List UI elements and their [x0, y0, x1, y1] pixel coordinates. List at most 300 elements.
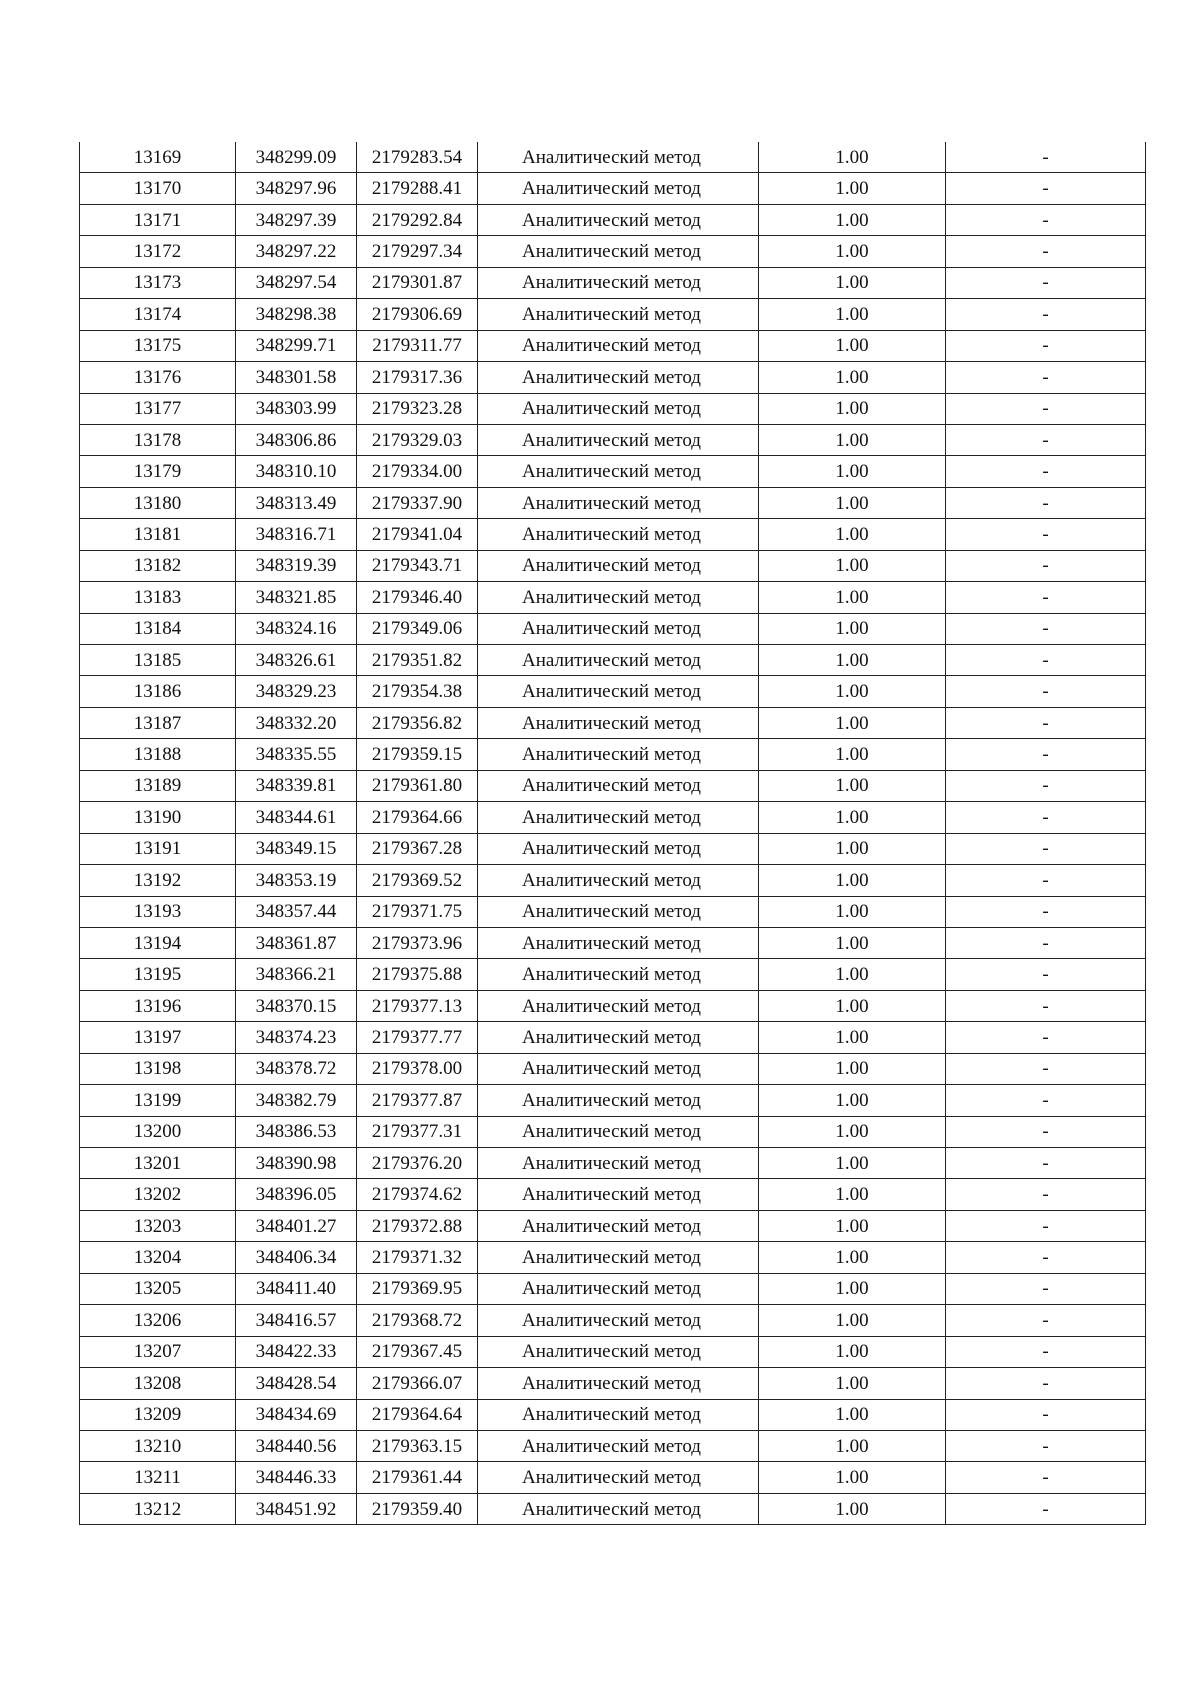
method-cell: Аналитический метод — [478, 330, 759, 361]
point-number-cell: 13180 — [80, 487, 236, 518]
table-row — [80, 645, 1146, 676]
description-cell: - — [946, 236, 1146, 267]
point-number-cell: 13199 — [80, 1085, 236, 1116]
y-coordinate-cell: 2179377.77 — [357, 1022, 478, 1053]
x-coordinate-cell: 348299.71 — [236, 330, 357, 361]
description-cell: - — [946, 1305, 1146, 1336]
coordinates-table — [79, 142, 1146, 1525]
x-coordinate-cell: 348349.15 — [236, 833, 357, 864]
description-cell: - — [946, 142, 1146, 173]
method-cell: Аналитический метод — [478, 236, 759, 267]
y-coordinate-cell: 2179311.77 — [357, 330, 478, 361]
method-cell: Аналитический метод — [478, 299, 759, 330]
point-number-cell: 13206 — [80, 1305, 236, 1336]
accuracy-cell: 1.00 — [759, 330, 946, 361]
x-coordinate-cell: 348366.21 — [236, 959, 357, 990]
point-number-cell: 13172 — [80, 236, 236, 267]
point-number-cell: 13192 — [80, 865, 236, 896]
method-cell: Аналитический метод — [478, 173, 759, 204]
coordinates-table-body — [80, 142, 1146, 1525]
x-coordinate-cell: 348332.20 — [236, 707, 357, 738]
x-coordinate-cell: 348451.92 — [236, 1493, 357, 1524]
table-row — [80, 582, 1146, 613]
x-coordinate-cell: 348440.56 — [236, 1430, 357, 1461]
method-cell: Аналитический метод — [478, 1462, 759, 1493]
table-row — [80, 1085, 1146, 1116]
y-coordinate-cell: 2179377.13 — [357, 990, 478, 1021]
accuracy-cell: 1.00 — [759, 173, 946, 204]
accuracy-cell: 1.00 — [759, 1430, 946, 1461]
description-cell: - — [946, 676, 1146, 707]
y-coordinate-cell: 2179369.52 — [357, 865, 478, 896]
x-coordinate-cell: 348329.23 — [236, 676, 357, 707]
description-cell: - — [946, 1273, 1146, 1304]
description-cell: - — [946, 1085, 1146, 1116]
method-cell: Аналитический метод — [478, 990, 759, 1021]
accuracy-cell: 1.00 — [759, 959, 946, 990]
accuracy-cell: 1.00 — [759, 1148, 946, 1179]
y-coordinate-cell: 2179371.75 — [357, 896, 478, 927]
y-coordinate-cell: 2179317.36 — [357, 362, 478, 393]
x-coordinate-cell: 348313.49 — [236, 487, 357, 518]
description-cell: - — [946, 959, 1146, 990]
method-cell: Аналитический метод — [478, 456, 759, 487]
x-coordinate-cell: 348422.33 — [236, 1336, 357, 1367]
table-row — [80, 519, 1146, 550]
table-row — [80, 1242, 1146, 1273]
description-cell: - — [946, 362, 1146, 393]
point-number-cell: 13193 — [80, 896, 236, 927]
table-row — [80, 424, 1146, 455]
method-cell: Аналитический метод — [478, 1493, 759, 1524]
accuracy-cell: 1.00 — [759, 1085, 946, 1116]
method-cell: Аналитический метод — [478, 1273, 759, 1304]
accuracy-cell: 1.00 — [759, 142, 946, 173]
x-coordinate-cell: 348339.81 — [236, 770, 357, 801]
accuracy-cell: 1.00 — [759, 1399, 946, 1430]
method-cell: Аналитический метод — [478, 142, 759, 173]
y-coordinate-cell: 2179375.88 — [357, 959, 478, 990]
point-number-cell: 13195 — [80, 959, 236, 990]
table-row — [80, 927, 1146, 958]
point-number-cell: 13211 — [80, 1462, 236, 1493]
method-cell: Аналитический метод — [478, 959, 759, 990]
accuracy-cell: 1.00 — [759, 1493, 946, 1524]
table-row — [80, 456, 1146, 487]
y-coordinate-cell: 2179361.80 — [357, 770, 478, 801]
accuracy-cell: 1.00 — [759, 204, 946, 235]
method-cell: Аналитический метод — [478, 1116, 759, 1147]
description-cell: - — [946, 613, 1146, 644]
y-coordinate-cell: 2179361.44 — [357, 1462, 478, 1493]
accuracy-cell: 1.00 — [759, 833, 946, 864]
accuracy-cell: 1.00 — [759, 1273, 946, 1304]
method-cell: Аналитический метод — [478, 1336, 759, 1367]
table-row — [80, 1210, 1146, 1241]
point-number-cell: 13202 — [80, 1179, 236, 1210]
method-cell: Аналитический метод — [478, 927, 759, 958]
method-cell: Аналитический метод — [478, 362, 759, 393]
method-cell: Аналитический метод — [478, 550, 759, 581]
x-coordinate-cell: 348382.79 — [236, 1085, 357, 1116]
y-coordinate-cell: 2179346.40 — [357, 582, 478, 613]
y-coordinate-cell: 2179359.40 — [357, 1493, 478, 1524]
x-coordinate-cell: 348301.58 — [236, 362, 357, 393]
method-cell: Аналитический метод — [478, 487, 759, 518]
point-number-cell: 13178 — [80, 424, 236, 455]
point-number-cell: 13188 — [80, 739, 236, 770]
point-number-cell: 13184 — [80, 613, 236, 644]
y-coordinate-cell: 2179369.95 — [357, 1273, 478, 1304]
point-number-cell: 13185 — [80, 645, 236, 676]
y-coordinate-cell: 2179306.69 — [357, 299, 478, 330]
description-cell: - — [946, 1210, 1146, 1241]
point-number-cell: 13170 — [80, 173, 236, 204]
method-cell: Аналитический метод — [478, 1430, 759, 1461]
method-cell: Аналитический метод — [478, 1368, 759, 1399]
y-coordinate-cell: 2179359.15 — [357, 739, 478, 770]
x-coordinate-cell: 348319.39 — [236, 550, 357, 581]
accuracy-cell: 1.00 — [759, 393, 946, 424]
table-row — [80, 959, 1146, 990]
method-cell: Аналитический метод — [478, 896, 759, 927]
y-coordinate-cell: 2179292.84 — [357, 204, 478, 235]
x-coordinate-cell: 348310.10 — [236, 456, 357, 487]
y-coordinate-cell: 2179337.90 — [357, 487, 478, 518]
accuracy-cell: 1.00 — [759, 1210, 946, 1241]
method-cell: Аналитический метод — [478, 393, 759, 424]
accuracy-cell: 1.00 — [759, 424, 946, 455]
y-coordinate-cell: 2179377.31 — [357, 1116, 478, 1147]
method-cell: Аналитический метод — [478, 645, 759, 676]
x-coordinate-cell: 348335.55 — [236, 739, 357, 770]
table-row — [80, 142, 1146, 173]
y-coordinate-cell: 2179297.34 — [357, 236, 478, 267]
accuracy-cell: 1.00 — [759, 1116, 946, 1147]
table-row — [80, 236, 1146, 267]
x-coordinate-cell: 348297.22 — [236, 236, 357, 267]
point-number-cell: 13169 — [80, 142, 236, 173]
y-coordinate-cell: 2179376.20 — [357, 1148, 478, 1179]
accuracy-cell: 1.00 — [759, 1053, 946, 1084]
y-coordinate-cell: 2179301.87 — [357, 267, 478, 298]
accuracy-cell: 1.00 — [759, 550, 946, 581]
x-coordinate-cell: 348434.69 — [236, 1399, 357, 1430]
accuracy-cell: 1.00 — [759, 267, 946, 298]
point-number-cell: 13183 — [80, 582, 236, 613]
point-number-cell: 13194 — [80, 927, 236, 958]
x-coordinate-cell: 348401.27 — [236, 1210, 357, 1241]
description-cell: - — [946, 1148, 1146, 1179]
y-coordinate-cell: 2179366.07 — [357, 1368, 478, 1399]
description-cell: - — [946, 582, 1146, 613]
accuracy-cell: 1.00 — [759, 1336, 946, 1367]
description-cell: - — [946, 393, 1146, 424]
description-cell: - — [946, 1242, 1146, 1273]
description-cell: - — [946, 1336, 1146, 1367]
point-number-cell: 13187 — [80, 707, 236, 738]
x-coordinate-cell: 348374.23 — [236, 1022, 357, 1053]
table-row — [80, 362, 1146, 393]
method-cell: Аналитический метод — [478, 833, 759, 864]
point-number-cell: 13190 — [80, 802, 236, 833]
y-coordinate-cell: 2179343.71 — [357, 550, 478, 581]
y-coordinate-cell: 2179329.03 — [357, 424, 478, 455]
x-coordinate-cell: 348297.96 — [236, 173, 357, 204]
accuracy-cell: 1.00 — [759, 519, 946, 550]
y-coordinate-cell: 2179349.06 — [357, 613, 478, 644]
x-coordinate-cell: 348357.44 — [236, 896, 357, 927]
point-number-cell: 13176 — [80, 362, 236, 393]
description-cell: - — [946, 519, 1146, 550]
method-cell: Аналитический метод — [478, 1085, 759, 1116]
method-cell: Аналитический метод — [478, 707, 759, 738]
x-coordinate-cell: 348386.53 — [236, 1116, 357, 1147]
method-cell: Аналитический метод — [478, 204, 759, 235]
point-number-cell: 13209 — [80, 1399, 236, 1430]
y-coordinate-cell: 2179373.96 — [357, 927, 478, 958]
x-coordinate-cell: 348344.61 — [236, 802, 357, 833]
description-cell: - — [946, 865, 1146, 896]
table-row — [80, 770, 1146, 801]
table-row — [80, 204, 1146, 235]
x-coordinate-cell: 348361.87 — [236, 927, 357, 958]
point-number-cell: 13207 — [80, 1336, 236, 1367]
accuracy-cell: 1.00 — [759, 896, 946, 927]
y-coordinate-cell: 2179371.32 — [357, 1242, 478, 1273]
accuracy-cell: 1.00 — [759, 802, 946, 833]
table-row — [80, 676, 1146, 707]
point-number-cell: 13198 — [80, 1053, 236, 1084]
description-cell: - — [946, 1462, 1146, 1493]
method-cell: Аналитический метод — [478, 1053, 759, 1084]
y-coordinate-cell: 2179367.45 — [357, 1336, 478, 1367]
point-number-cell: 13182 — [80, 550, 236, 581]
method-cell: Аналитический метод — [478, 1242, 759, 1273]
point-number-cell: 13191 — [80, 833, 236, 864]
table-row — [80, 833, 1146, 864]
method-cell: Аналитический метод — [478, 1179, 759, 1210]
accuracy-cell: 1.00 — [759, 645, 946, 676]
table-row — [80, 1116, 1146, 1147]
point-number-cell: 13181 — [80, 519, 236, 550]
accuracy-cell: 1.00 — [759, 362, 946, 393]
description-cell: - — [946, 1430, 1146, 1461]
y-coordinate-cell: 2179351.82 — [357, 645, 478, 676]
table-row — [80, 173, 1146, 204]
x-coordinate-cell: 348306.86 — [236, 424, 357, 455]
x-coordinate-cell: 348390.98 — [236, 1148, 357, 1179]
description-cell: - — [946, 1493, 1146, 1524]
description-cell: - — [946, 424, 1146, 455]
accuracy-cell: 1.00 — [759, 927, 946, 958]
table-row — [80, 393, 1146, 424]
description-cell: - — [946, 267, 1146, 298]
point-number-cell: 13186 — [80, 676, 236, 707]
x-coordinate-cell: 348303.99 — [236, 393, 357, 424]
x-coordinate-cell: 348326.61 — [236, 645, 357, 676]
x-coordinate-cell: 348396.05 — [236, 1179, 357, 1210]
accuracy-cell: 1.00 — [759, 1242, 946, 1273]
y-coordinate-cell: 2179368.72 — [357, 1305, 478, 1336]
table-row — [80, 1022, 1146, 1053]
x-coordinate-cell: 348297.39 — [236, 204, 357, 235]
method-cell: Аналитический метод — [478, 1305, 759, 1336]
method-cell: Аналитический метод — [478, 582, 759, 613]
table-row — [80, 1430, 1146, 1461]
y-coordinate-cell: 2179363.15 — [357, 1430, 478, 1461]
y-coordinate-cell: 2179356.82 — [357, 707, 478, 738]
table-row — [80, 1493, 1146, 1524]
point-number-cell: 13173 — [80, 267, 236, 298]
table-row — [80, 865, 1146, 896]
x-coordinate-cell: 348298.38 — [236, 299, 357, 330]
table-row — [80, 613, 1146, 644]
description-cell: - — [946, 204, 1146, 235]
accuracy-cell: 1.00 — [759, 676, 946, 707]
x-coordinate-cell: 348446.33 — [236, 1462, 357, 1493]
table-row — [80, 299, 1146, 330]
method-cell: Аналитический метод — [478, 676, 759, 707]
method-cell: Аналитический метод — [478, 1022, 759, 1053]
method-cell: Аналитический метод — [478, 802, 759, 833]
table-row — [80, 896, 1146, 927]
y-coordinate-cell: 2179364.64 — [357, 1399, 478, 1430]
table-row — [80, 550, 1146, 581]
point-number-cell: 13210 — [80, 1430, 236, 1461]
point-number-cell: 13204 — [80, 1242, 236, 1273]
x-coordinate-cell: 348378.72 — [236, 1053, 357, 1084]
method-cell: Аналитический метод — [478, 613, 759, 644]
table-row — [80, 1273, 1146, 1304]
y-coordinate-cell: 2179378.00 — [357, 1053, 478, 1084]
y-coordinate-cell: 2179288.41 — [357, 173, 478, 204]
x-coordinate-cell: 348370.15 — [236, 990, 357, 1021]
accuracy-cell: 1.00 — [759, 865, 946, 896]
table-row — [80, 990, 1146, 1021]
table-row — [80, 267, 1146, 298]
description-cell: - — [946, 802, 1146, 833]
point-number-cell: 13200 — [80, 1116, 236, 1147]
description-cell: - — [946, 1053, 1146, 1084]
point-number-cell: 13175 — [80, 330, 236, 361]
description-cell: - — [946, 645, 1146, 676]
method-cell: Аналитический метод — [478, 865, 759, 896]
method-cell: Аналитический метод — [478, 1210, 759, 1241]
point-number-cell: 13196 — [80, 990, 236, 1021]
y-coordinate-cell: 2179341.04 — [357, 519, 478, 550]
table-row — [80, 739, 1146, 770]
accuracy-cell: 1.00 — [759, 299, 946, 330]
x-coordinate-cell: 348353.19 — [236, 865, 357, 896]
accuracy-cell: 1.00 — [759, 1179, 946, 1210]
x-coordinate-cell: 348411.40 — [236, 1273, 357, 1304]
y-coordinate-cell: 2179283.54 — [357, 142, 478, 173]
point-number-cell: 13203 — [80, 1210, 236, 1241]
table-row — [80, 707, 1146, 738]
method-cell: Аналитический метод — [478, 424, 759, 455]
y-coordinate-cell: 2179377.87 — [357, 1085, 478, 1116]
point-number-cell: 13179 — [80, 456, 236, 487]
x-coordinate-cell: 348316.71 — [236, 519, 357, 550]
y-coordinate-cell: 2179367.28 — [357, 833, 478, 864]
x-coordinate-cell: 348321.85 — [236, 582, 357, 613]
table-row — [80, 1148, 1146, 1179]
table-row — [80, 1305, 1146, 1336]
accuracy-cell: 1.00 — [759, 236, 946, 267]
description-cell: - — [946, 833, 1146, 864]
table-row — [80, 802, 1146, 833]
x-coordinate-cell: 348299.09 — [236, 142, 357, 173]
accuracy-cell: 1.00 — [759, 1462, 946, 1493]
method-cell: Аналитический метод — [478, 267, 759, 298]
table-row — [80, 487, 1146, 518]
x-coordinate-cell: 348406.34 — [236, 1242, 357, 1273]
accuracy-cell: 1.00 — [759, 990, 946, 1021]
x-coordinate-cell: 348297.54 — [236, 267, 357, 298]
y-coordinate-cell: 2179354.38 — [357, 676, 478, 707]
description-cell: - — [946, 927, 1146, 958]
x-coordinate-cell: 348324.16 — [236, 613, 357, 644]
x-coordinate-cell: 348428.54 — [236, 1368, 357, 1399]
point-number-cell: 13177 — [80, 393, 236, 424]
point-number-cell: 13212 — [80, 1493, 236, 1524]
description-cell: - — [946, 487, 1146, 518]
point-number-cell: 13208 — [80, 1368, 236, 1399]
description-cell: - — [946, 896, 1146, 927]
table-row — [80, 1053, 1146, 1084]
accuracy-cell: 1.00 — [759, 707, 946, 738]
y-coordinate-cell: 2179364.66 — [357, 802, 478, 833]
point-number-cell: 13189 — [80, 770, 236, 801]
description-cell: - — [946, 1179, 1146, 1210]
description-cell: - — [946, 456, 1146, 487]
table-row — [80, 1179, 1146, 1210]
description-cell: - — [946, 1116, 1146, 1147]
accuracy-cell: 1.00 — [759, 613, 946, 644]
description-cell: - — [946, 330, 1146, 361]
table-row — [80, 1368, 1146, 1399]
description-cell: - — [946, 1399, 1146, 1430]
description-cell: - — [946, 770, 1146, 801]
table-row — [80, 1462, 1146, 1493]
table-row — [80, 1336, 1146, 1367]
method-cell: Аналитический метод — [478, 519, 759, 550]
description-cell: - — [946, 299, 1146, 330]
description-cell: - — [946, 739, 1146, 770]
point-number-cell: 13171 — [80, 204, 236, 235]
y-coordinate-cell: 2179334.00 — [357, 456, 478, 487]
point-number-cell: 13174 — [80, 299, 236, 330]
table-row — [80, 330, 1146, 361]
accuracy-cell: 1.00 — [759, 739, 946, 770]
y-coordinate-cell: 2179323.28 — [357, 393, 478, 424]
method-cell: Аналитический метод — [478, 1399, 759, 1430]
description-cell: - — [946, 1368, 1146, 1399]
table-row — [80, 1399, 1146, 1430]
accuracy-cell: 1.00 — [759, 1368, 946, 1399]
description-cell: - — [946, 990, 1146, 1021]
description-cell: - — [946, 173, 1146, 204]
accuracy-cell: 1.00 — [759, 1022, 946, 1053]
description-cell: - — [946, 550, 1146, 581]
accuracy-cell: 1.00 — [759, 456, 946, 487]
accuracy-cell: 1.00 — [759, 1305, 946, 1336]
accuracy-cell: 1.00 — [759, 770, 946, 801]
point-number-cell: 13205 — [80, 1273, 236, 1304]
x-coordinate-cell: 348416.57 — [236, 1305, 357, 1336]
description-cell: - — [946, 707, 1146, 738]
